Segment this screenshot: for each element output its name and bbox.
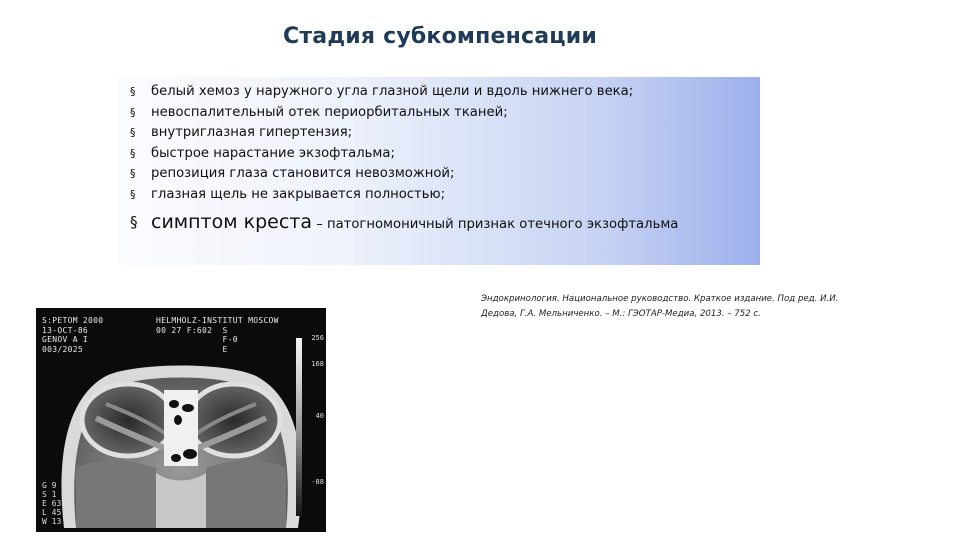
bullet-item: § белый хемоз у наружного угла глазной щели и вдоль нижнего века; [130,82,746,103]
bullet-item: § быстрое нарастание экзофтальма; [130,144,746,165]
bullet-marker: § [130,146,136,160]
bullet-item: § невоспалительный отек периорбитальных тканей; [130,103,746,124]
ct-scale-label: 168 [311,360,324,368]
bullet-item: § репозиция глаза становится невозможной; [130,164,746,185]
cross-symptom-term: симптом креста [151,210,312,233]
ct-scan-image [36,308,326,532]
ct-scale-label: -88 [311,478,324,486]
citation: Эндокринология. Национальное руководство. Краткое издание. Под ред. И.И. Дедова, Г.А. Мельниченко. – М.: ГЭОТАР-Медиа, 2013. – 752 с. [481,294,839,319]
ct-scale-label: 40 [315,412,324,420]
cross-symptom-description: – патогномоничный признак отечного экзофтальма [312,216,679,232]
ct-footer: G 9 S 1 E 63 L 45 W 13 [42,481,62,526]
bullet-marker: § [130,212,138,231]
bullet-item-cross-symptom [130,208,746,239]
bullet-marker: § [130,167,136,181]
bullet-marker: § [130,105,136,119]
ct-scale-label: 256 [311,334,324,342]
bullet-marker: § [130,126,136,140]
ct-header-right: HELMHOLZ-INSTITUT MOSCOW 00 27 F:602 S F-0 E [156,316,279,354]
content-panel [118,77,760,265]
bullet-item: § внутриглазная гипертензия; [130,123,746,144]
bullet-marker: § [130,85,136,98]
bullet-item: § глазная щель не закрывается полностью; [130,185,746,206]
ct-header-left: S:PETOM 2000 13-OCT-86 GENOV A I 003/2025 [42,316,104,354]
bullet-list [130,82,746,239]
ct-grayscale-bar [296,338,302,516]
bullet-marker: § [130,187,136,201]
slide-title: Стадия субкомпенсации [282,24,598,49]
